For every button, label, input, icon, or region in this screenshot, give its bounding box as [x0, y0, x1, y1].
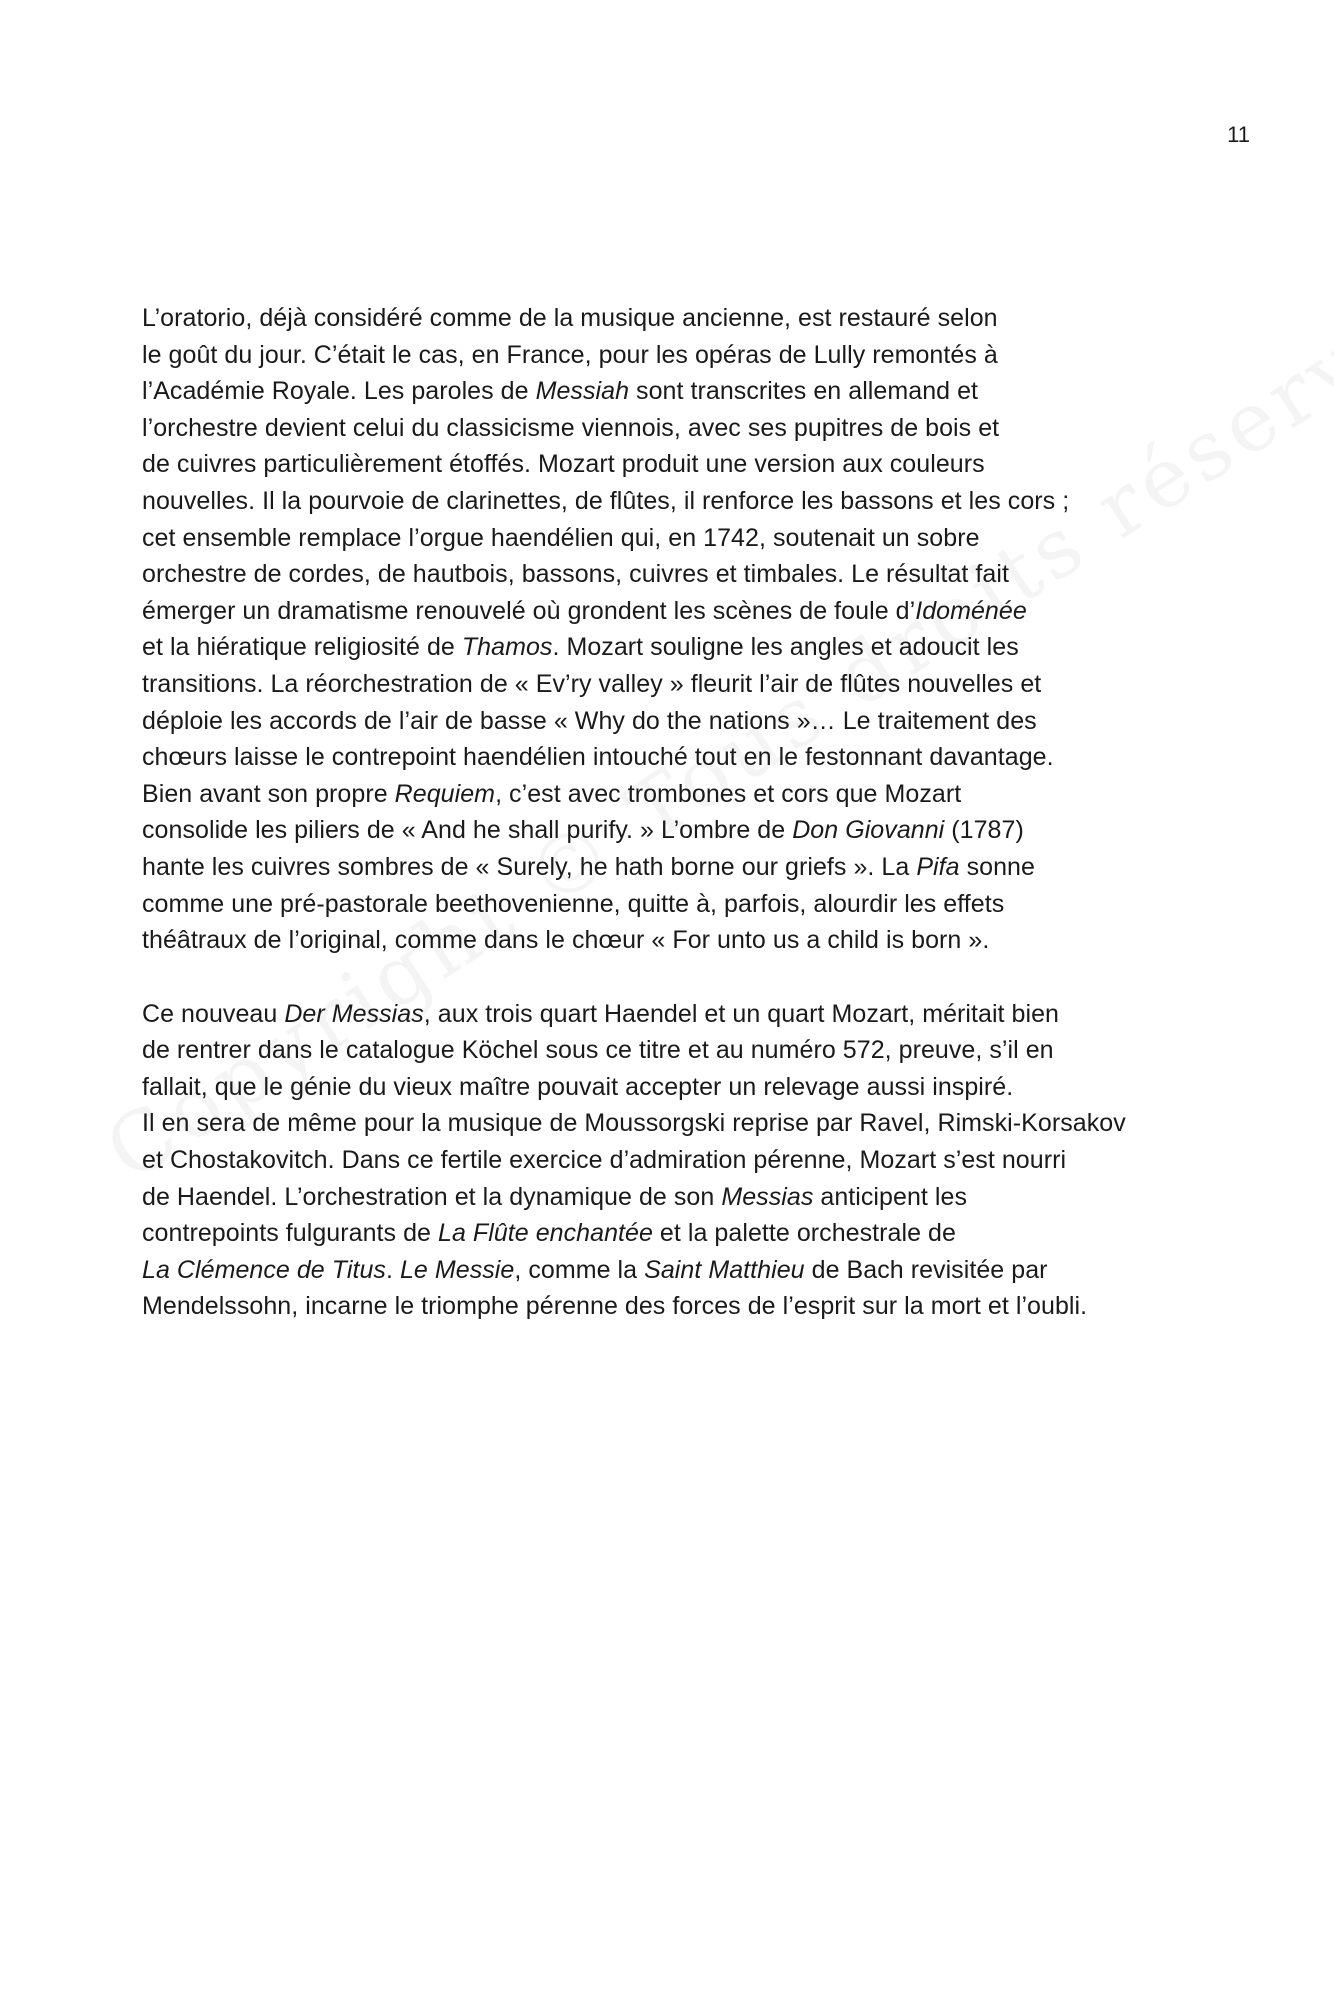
paragraph-oratorio-restoration — [142, 300, 1194, 959]
text-run: hante les cuivres sombres de « Surely, he hath borne our griefs ». La — [142, 852, 917, 881]
text-line — [142, 776, 1194, 813]
text-line — [142, 812, 1194, 849]
text-line — [142, 337, 1194, 374]
text-line — [142, 1105, 1194, 1142]
text-run: théâtraux de l’original, comme dans le chœur « For unto us a child is born ». — [142, 926, 990, 955]
text-line — [142, 410, 1194, 447]
text-run: de Bach revisitée par — [804, 1255, 1048, 1284]
text-run: cet ensemble remplace l’orgue haendélien qui, en 1742, soutenait un sobre — [142, 523, 980, 552]
text-line — [142, 483, 1194, 520]
text-run: le goût du jour. C’était le cas, en France, pour les opéras de Lully remontés à — [142, 340, 998, 369]
text-run: sonne — [959, 852, 1035, 881]
text-run: nouvelles. Il la pourvoie de clarinettes, de flûtes, il renforce les bassons et les cors ; — [142, 486, 1070, 515]
text-run: déploie les accords de l’air de basse « Why do the nations »… Le traitement des — [142, 706, 1037, 735]
text-run: (1787) — [944, 816, 1024, 845]
text-line — [142, 849, 1194, 886]
text-line — [142, 1142, 1194, 1179]
italic-title: Idoménée — [915, 596, 1027, 625]
text-run: l’Académie Royale. Les paroles de — [142, 377, 536, 406]
text-run: et Chostakovitch. Dans ce fertile exercice d’admiration pérenne, Mozart s’est nourri — [142, 1146, 1067, 1175]
italic-title: Messiah — [535, 377, 630, 406]
text-line — [142, 886, 1194, 923]
text-run: sont transcrites en allemand et — [629, 377, 979, 406]
text-run: transitions. La réorchestration de « Ev’ry valley » fleurit l’air de flûtes nouvelles et — [142, 669, 1042, 698]
text-line — [142, 593, 1194, 630]
text-line — [142, 1288, 1194, 1325]
text-run: consolide les piliers de « And he shall purify. » L’ombre de — [142, 816, 793, 845]
text-run: Bien avant son propre — [142, 779, 395, 808]
text-run: L’oratorio, déjà considéré comme de la musique ancienne, est restauré selon — [142, 304, 998, 332]
text-run: fallait, que le génie du vieux maître pouvait accepter un relevage aussi inspiré. — [142, 1072, 1014, 1101]
text-line — [142, 739, 1194, 776]
text-line — [142, 666, 1194, 703]
text-run: chœurs laisse le contrepoint haendélien intouché tout en le festonnant davantage. — [142, 743, 1054, 772]
text-line — [142, 1179, 1194, 1216]
text-run: . Mozart souligne les angles et adoucit les — [552, 633, 1019, 662]
text-run: . — [385, 1255, 400, 1284]
italic-title: Thamos — [461, 633, 553, 662]
text-run: Mendelssohn, incarne le triomphe pérenne des forces de l’esprit sur la mort et l’oubli. — [142, 1292, 1088, 1321]
text-run: Ce nouveau — [142, 999, 285, 1028]
page-number: 11 — [1227, 122, 1250, 147]
italic-title: La Clémence de Titus — [142, 1255, 386, 1284]
text-line — [142, 996, 1194, 1033]
text-run: l’orchestre devient celui du classicisme viennois, avec ses pupitres de bois et — [142, 413, 1000, 442]
text-line — [142, 446, 1194, 483]
text-line — [142, 1215, 1194, 1252]
text-run: de Haendel. L’orchestration et la dynamique de son — [142, 1182, 722, 1211]
text-line — [142, 629, 1194, 666]
text-run: Il en sera de même pour la musique de Moussorgski reprise par Ravel, Rimski-Korsakov — [142, 1109, 1126, 1138]
text-run: , comme la — [514, 1255, 645, 1284]
text-run: contrepoints fulgurants de — [142, 1219, 438, 1248]
text-run: de cuivres particulièrement étoffés. Mozart produit une version aux couleurs — [142, 450, 985, 479]
italic-title: Pifa — [916, 852, 960, 881]
italic-title: Don Giovanni — [792, 816, 945, 845]
text-run: émerger un dramatisme renouvelé où grondent les scènes de foule d’ — [142, 596, 916, 625]
text-run: et la hiératique religiosité de — [142, 633, 462, 662]
text-line — [142, 1069, 1194, 1106]
italic-title: Requiem — [394, 779, 496, 808]
text-run: et la palette orchestrale de — [652, 1219, 956, 1248]
italic-title: Le Messie — [399, 1255, 515, 1284]
text-line — [142, 1032, 1194, 1069]
italic-title: Der Messias — [284, 999, 424, 1028]
text-run: de rentrer dans le catalogue Köchel sous ce titre et au numéro 572, preuve, s’il en — [142, 1036, 1054, 1065]
text-run: anticipent les — [813, 1182, 967, 1211]
text-line — [142, 922, 1194, 959]
text-run: comme une pré-pastorale beethovenienne, quitte à, parfois, alourdir les effets — [142, 889, 1005, 918]
italic-title: Messias — [721, 1182, 814, 1211]
text-line — [142, 520, 1194, 557]
italic-title: La Flûte enchantée — [437, 1219, 653, 1248]
text-run: orchestre de cordes, de hautbois, bassons, cuivres et timbales. Le résultat fait — [142, 560, 1009, 589]
text-line — [142, 373, 1194, 410]
text-line — [142, 703, 1194, 740]
body-text — [142, 300, 1194, 1362]
text-line — [142, 556, 1194, 593]
text-run: , c’est avec trombones et cors que Mozart — [495, 779, 962, 808]
text-line — [142, 1252, 1194, 1289]
italic-title: Saint Matthieu — [644, 1255, 805, 1284]
text-run: , aux trois quart Haendel et un quart Mozart, méritait bien — [423, 999, 1060, 1028]
text-line — [142, 300, 1194, 337]
paragraph-der-messias — [142, 996, 1194, 1325]
